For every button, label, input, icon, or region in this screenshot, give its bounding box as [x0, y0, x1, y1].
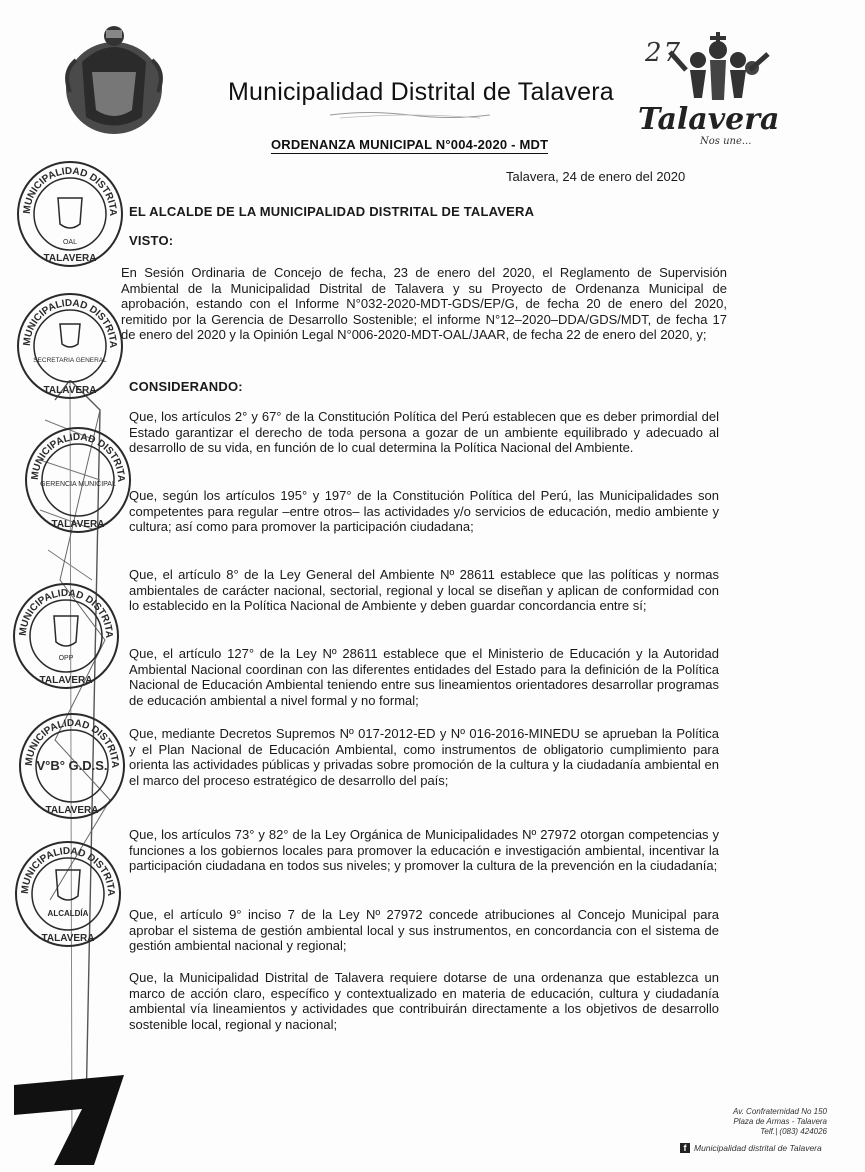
facebook-page-name: Municipalidad distrital de Talavera — [694, 1143, 822, 1153]
svg-text:MUNICIPALIDAD DISTRITAL — [14, 158, 118, 216]
stamp-center-text: GERENCIA MUNICIPAL — [40, 481, 116, 488]
handwritten-page-number: 27 — [645, 38, 683, 68]
stamp-bottom-text: TALAVERA — [45, 805, 99, 816]
considerando-paragraph: Que, los artículos 2° y 67° de la Constitución Política del Perú establecen que es deber primordial del Estado garantizar el derecho de toda persona a gozar de un ambiente equilibrado y adecuado al desarrollo de su vida, en función de lo cual determina la Política Nacional del Ambiente. — [129, 409, 719, 456]
stamp-bottom-text: TALAVERA — [41, 933, 95, 944]
logo-wordmark: Talavera — [638, 102, 780, 137]
phone-number: Telf.| (083) 424026 — [760, 1127, 827, 1136]
stamp-ring-text: MUNICIPALIDAD DISTRITA — [29, 431, 127, 483]
stamp-bottom-text: TALAVERA — [43, 253, 97, 264]
considerando-paragraph: Que, el artículo 127° de la Ley Nº 28611 establece que el Ministerio de Educación y la Autoridad Ambiental Nacional coordinan con las diferentes entidades del Estado para la definición de la Política Nacional de Educación Ambiental teniendo entre sus lineamientos orientadores desarrollar programas de educación ambiental a nivel formal y no formal; — [129, 646, 719, 708]
authority-heading: EL ALCALDE DE LA MUNICIPALIDAD DISTRITAL DE TALAVERA — [129, 204, 535, 219]
stamp-center-text: SECRETARIA GENERAL — [33, 357, 107, 364]
facebook-icon: f — [680, 1143, 690, 1153]
stamp-bottom-text: TALAVERA — [51, 519, 105, 530]
address-line-2: Plaza de Armas - Talavera — [733, 1117, 827, 1126]
stamp-bottom-text: TALAVERA — [39, 675, 93, 686]
considerando-heading: CONSIDERANDO: — [129, 379, 243, 394]
stamp-ring-text: MUNICIPALIDAD DISTRITA — [21, 297, 119, 349]
stamp-center-text: OPP — [58, 655, 74, 662]
ordinance-title: ORDENANZA MUNICIPAL N°004-2020 - MDT — [271, 137, 549, 152]
stamp-ring-text: MUNICIPALIDAD DISTRITA — [23, 717, 121, 769]
footer-facebook — [680, 1143, 822, 1153]
svg-text:MUNICIPALIDAD DISTRITAL — [14, 290, 118, 348]
municipality-title: Municipalidad Distrital de Talavera — [228, 78, 614, 106]
logo-slogan: Nos une... — [700, 136, 752, 147]
visto-heading: VISTO: — [129, 233, 174, 248]
official-stamp — [14, 290, 126, 402]
considerando-paragraph: Que, según los artículos 195° y 197° de la Constitución Política del Perú, las Municipalidades son competentes para regular –entre otros– las actividades y/o servicios de educación, medio ambiente y cultura; así como para promover la participación ciudadana; — [129, 488, 719, 535]
address-line-1: Av. Confraternidad No 150 — [733, 1107, 827, 1116]
talavera-logo — [630, 28, 780, 158]
stamp-center-text: V°B° G.D.S. — [36, 758, 108, 773]
official-stamp — [14, 158, 126, 270]
stamp-bottom-text: TALAVERA — [43, 385, 97, 396]
svg-text:MUNICIPALIDAD DISTRITAL — [22, 424, 126, 482]
official-stamp — [22, 424, 134, 536]
considerando-paragraph: Que, mediante Decretos Supremos Nº 017-2012-ED y Nº 016-2016-MINEDU se aprueban la Política y el Plan Nacional de Educación Ambiental, como instrumentos de obligatorio cumplimiento para orienta las actividades públicas y privadas sobre promoción de la cultura y la ciudadanía ambiental en el marco del proceso estratégico de desarrollo del país; — [129, 726, 719, 788]
official-stamp — [12, 838, 124, 950]
considerando-paragraph: Que, el artículo 9° inciso 7 de la Ley Nº 27972 concede atribuciones al Concejo Municipal para aprobar el sistema de gestión ambiental local y sus instrumentos, en concordancia con el sistema de gestión ambiental nacional y regional; — [129, 907, 719, 954]
svg-text:MUNICIPALIDAD DISTRITAL — [12, 838, 116, 896]
title-flourish — [330, 110, 490, 120]
footer-address — [733, 1107, 827, 1137]
stamp-ring-text: MUNICIPALIDAD DISTRITA — [21, 165, 119, 217]
svg-text:MUNICIPALIDAD DISTRITAL — [10, 580, 114, 638]
stamp-ring-text: MUNICIPALIDAD DISTRITA — [19, 845, 117, 897]
document-date: Talavera, 24 de enero del 2020 — [506, 169, 686, 184]
stamp-center-text: ALCALDÍA — [47, 909, 89, 918]
decorative-seven-mark — [14, 1075, 134, 1165]
considerando-paragraph: Que, los artículos 73° y 82° de la Ley Orgánica de Municipalidades Nº 27972 otorgan competencias y funciones a los gobiernos locales para promover la educación e investigación ambiental, incentivar la participación ciudadana en todos sus niveles; y promover la cultura de la prevención en la ciudadanía; — [129, 827, 719, 874]
considerando-paragraph: Que, el artículo 8° de la Ley General del Ambiente Nº 28611 establece que las políticas y normas ambientales de carácter nacional, sectorial, regional y local se diseñan y aplican de conformidad con lo establecido en la Política Nacional de Ambiente y deben guardar concordancia entre sí; — [129, 567, 719, 614]
stamp-center-text: OAL — [62, 239, 78, 246]
official-stamp — [16, 710, 128, 822]
stamp-ring-text: MUNICIPALIDAD DISTRITA — [17, 587, 115, 639]
official-stamp — [10, 580, 122, 692]
considerando-paragraph: Que, la Municipalidad Distrital de Talavera requiere dotarse de una ordenanza que establezca un marco de acción claro, específico y contextualizado en materia de educación, cultura y ciudadanía ambiental vía lineamientos y actividades que contribuirán directamente a los objetivos de desarrollo sostenible local, regional y nacional; — [129, 970, 719, 1032]
visto-paragraph: En Sesión Ordinaria de Concejo de fecha, 23 de enero del 2020, el Reglamento de Supervisión Ambiental de la Municipalidad Distrital de Talavera y su Proyecto de Ordenanza Municipal de aprobación, estando con el Informe N°032-2020-MDT-GDS/EP/G, de fecha 20 de enero del 2020, remitido por la Gerencia de Desarrollo Sostenible; el informe N°12–2020–DDA/GDS/MDT, de fecha 17 de enero del 2020 y la Opinión Legal N°006-2020-MDT-OAL/JAAR, de fecha 22 de enero del 2020, y; — [121, 265, 727, 343]
municipal-coat-of-arms — [62, 22, 166, 138]
